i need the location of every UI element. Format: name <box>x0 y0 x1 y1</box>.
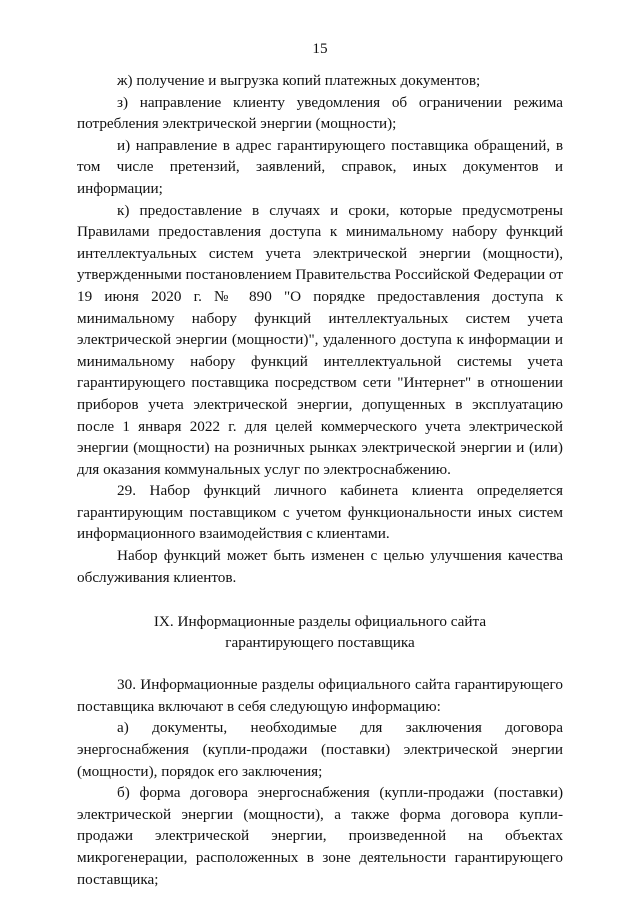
paragraph-z: з) направление клиенту уведомления об ограничении режима потребления электрической энергии (мощности); <box>77 93 563 133</box>
section-heading-line-2: гарантирующего поставщика <box>225 634 415 652</box>
paragraph-30-b: б) форма договора энергоснабжения (купли-продажи (поставки) электрической энергии (мощности), а также форма договора купли-продажи электрической энергии, произведенной на объектах микрогенерации, расположенных в зоне деятельности гарантирующего поставщика; <box>77 784 563 888</box>
paragraph-zh: ж) получение и выгрузка копий платежных документов; <box>117 72 481 89</box>
section-heading <box>77 611 563 653</box>
paragraph-29: 29. Набор функций личного кабинета клиента определяется гарантирующим поставщиком с учетом функциональности иных систем информационного взаимодействия с клиентами. <box>77 482 563 543</box>
spacer <box>77 653 563 674</box>
paragraph-29-continued: Набор функций может быть изменен с целью улучшения качества обслуживания клиентов. <box>77 547 563 586</box>
paragraph-i: и) направление в адрес гарантирующего поставщика обращений, в том числе претензий, заявлений, справок, иных документов и информации; <box>77 136 563 197</box>
paragraph-30: 30. Информационные разделы официального сайта гарантирующего поставщика включают в себя следующую информацию: <box>77 676 563 715</box>
document-body <box>77 70 563 890</box>
paragraph-30-a: а) документы, необходимые для заключения договора энергоснабжения (купли-продажи (поставки) электрической энергии (мощности), порядок его заключения; <box>77 719 563 780</box>
page-number: 15 <box>312 40 328 57</box>
paragraph-k: к) предоставление в случаях и сроки, которые предусмотрены Правилами предоставления доступа к минимальному набору функций интеллектуальных систем учета электрической энергии (мощности), утвержденными постановлением Правительства Российской Федерации от 19 июня 2020 г. № 890 "О порядке предоставления доступа к минимальному набору функций интеллектуальных систем учета электрической энергии (мощности)", удаленного доступа к информации и минимальному набору функций интеллектуальной системы учета гарантирующего поставщика посредством сети "Интернет" в отношении приборов учета электрической энергии, допущенных в эксплуатацию после 1 января 2022 г. для целей коммерческого учета электрической энергии (мощности) на розничных рынках электрической энергии и (или) для оказания коммунальных услуг по электроснабжению. <box>77 201 563 478</box>
section-heading-line-1: IX. Информационные разделы официального сайта <box>153 613 487 631</box>
